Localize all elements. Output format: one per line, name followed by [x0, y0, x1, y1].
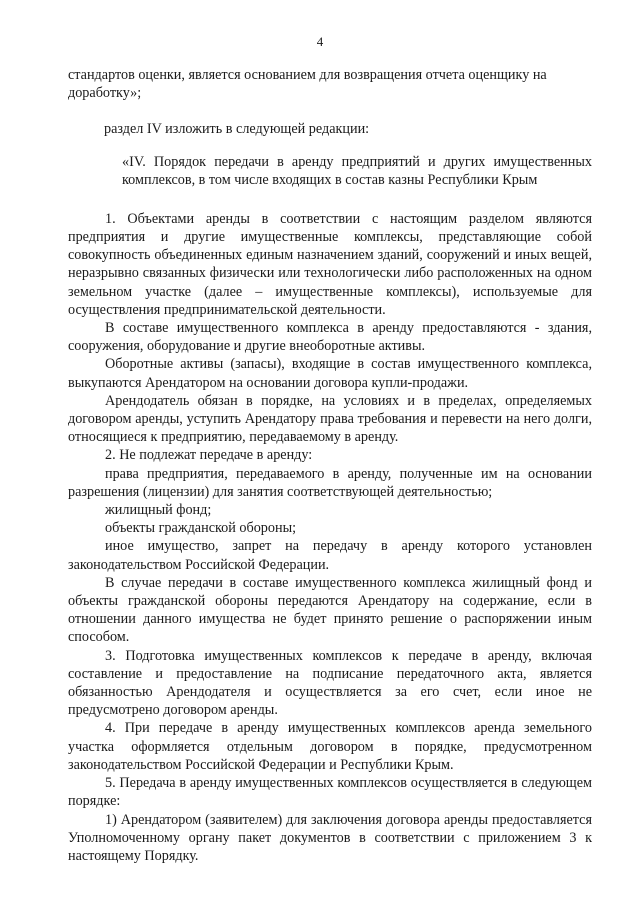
paragraph: 4. При передаче в аренду имущественных комплексов аренда земельного участка оформляется отдельным договором в порядке, предусмотренном законодательством Российской Федерации и Республики Крым.: [68, 720, 592, 773]
paragraph: жилищный фонд;: [105, 502, 212, 519]
paragraph: иное имущество, запрет на передачу в аренду которого установлен законодательством Российской Федерации.: [68, 538, 592, 573]
paragraph: В случае передачи в составе имущественного комплекса жилищный фонд и объекты гражданской обороны передаются Арендатору на содержание, если в отношении данного имущества не будет принято решение о распоряжении иным способом.: [68, 574, 592, 646]
paragraph: Арендодатель обязан в порядке, на условиях и в пределах, определяемых договором аренды, уступить Арендатору права требования и перевести на него долги, относящиеся к предприятию, передаваемому в аренду.: [68, 392, 592, 446]
paragraph: права предприятия, передаваемого в аренду, полученные им на основании разрешения (лицензии) для занятия соответствующей деятельностью;: [68, 465, 592, 500]
paragraph: стандартов оценки, является основанием для возвращения отчета оценщику на доработку»;: [68, 67, 547, 102]
paragraph: Оборотные активы (запасы), входящие в состав имущественного комплекса, выкупаются Арендатором на основании договора купли-продажи.: [68, 356, 592, 391]
section-heading: «IV. Порядок передачи в аренду предприятий и других имущественных комплексов, в том числе входящих в состав казны Республики Крым: [122, 153, 592, 189]
paragraph: 1) Арендатором (заявителем) для заключения договора аренды предоставляется Уполномоченному органу пакет документов в соответствии с приложением 3 к настоящему Порядку.: [68, 811, 592, 864]
paragraph: 3. Подготовка имущественных комплексов к передаче в аренду, включая составление и предоставление на подписание передаточного акта, является обязанностью Арендодателя и осуществляется за его счет, если иное не предусмотрено договором аренды.: [68, 647, 592, 719]
paragraph: 1. Объектами аренды в соответствии с настоящим разделом являются предприятия и другие имущественные комплексы, представляющие собой совокупность объединенных единым назначением зданий, сооружений и иных вещей, неразрывно связанных физически или технологически либо расположенных на одном земельном участке (далее – имущественные комплексы), используемые для осуществления предпринимательской деятельности.: [68, 210, 592, 318]
paragraph: раздел IV изложить в следующей редакции:: [104, 121, 370, 138]
paragraph: 2. Не подлежат передаче в аренду:: [105, 447, 313, 464]
paragraph: В составе имущественного комплекса в аренду предоставляются - здания, сооружения, оборудование и другие внеоборотные активы.: [68, 320, 592, 355]
page-number: 4: [316, 34, 324, 49]
document-body: [68, 66, 592, 865]
paragraph: объекты гражданской обороны;: [105, 520, 297, 537]
paragraph: 5. Передача в аренду имущественных комплексов осуществляется в следующем порядке:: [68, 775, 592, 810]
